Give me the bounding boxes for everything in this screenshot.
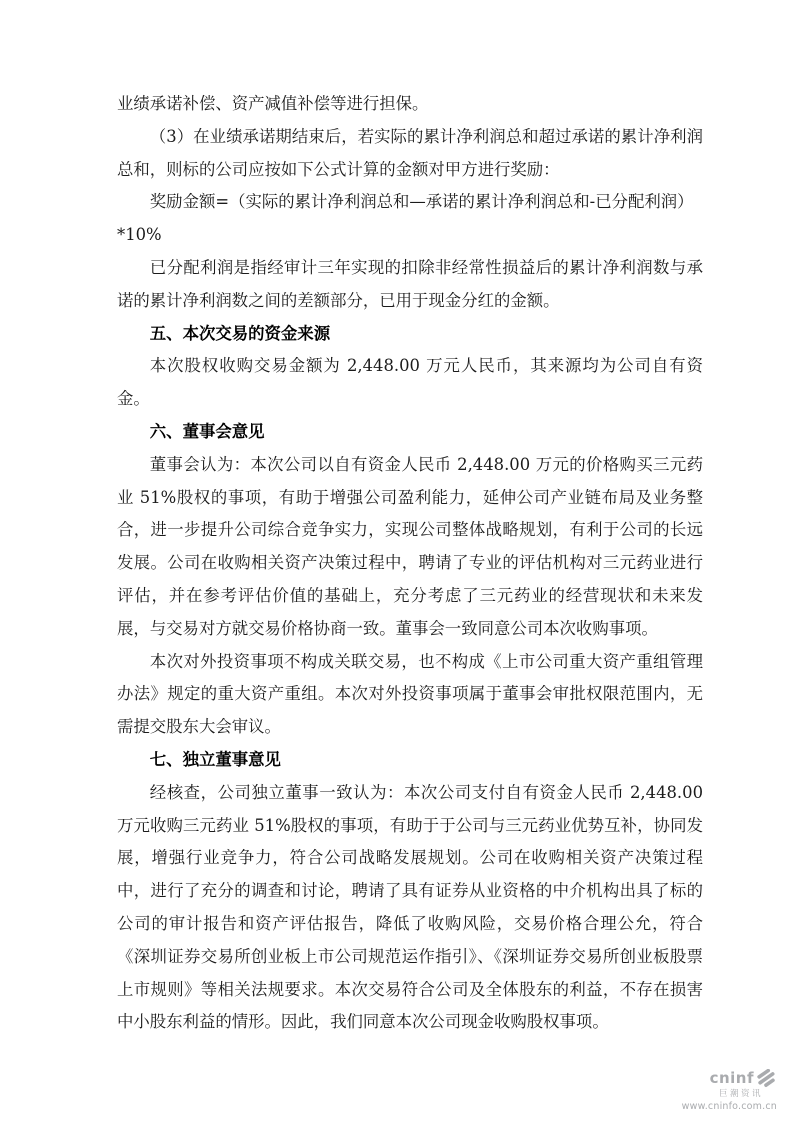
paragraph-board-opinion: 董事会认为：本次公司以自有资金人民币 2,448.00 万元的价格购买三元药业 51%股权的事项，有助于增强公司盈利能力，延伸公司产业链布局及业务整合，进一步提升公司综合竞争实力，实现公司整体战略规划，有利于公司的长远发展。公司在收购相关资产决策过程中，聘请了专业的评估机构对三元药业进行评估，并在参考评估价值的基础上，充分考虑了三元药业的经营现状和未来发展，与交易对方就交易价格协商一致。董事会一致同意公司本次收购事项。 [117, 454, 703, 638]
section-heading-funding-source: 五、本次交易的资金来源 [149, 323, 331, 343]
section-heading-board-opinion: 六、董事会意见 [149, 421, 265, 441]
section-heading-independent-directors: 七、独立董事意见 [149, 749, 281, 769]
paragraph-award-condition: （3）在业绩承诺期结束后，若实际的累计净利润总和超过承诺的累计净利润总和，则标的公司应按如下公式计算的金额对甲方进行奖励： [117, 126, 703, 179]
cninfo-logo-text: cninf [709, 1069, 754, 1087]
cninfo-swirl-icon [756, 1069, 777, 1088]
paragraph-funding-source: 本次股权收购交易金额为 2,448.00 万元人民币，其来源均为公司自有资金。 [117, 356, 703, 409]
cninfo-logo-row [710, 1069, 777, 1088]
paragraph-guarantee-continuation: 业绩承诺补偿、资产减值补偿等进行担保。 [117, 94, 429, 113]
cninfo-watermark [682, 1069, 777, 1111]
paragraph-related-transaction-statement: 本次对外投资事项不构成关联交易，也不构成《上市公司重大资产重组管理办法》规定的重大资产重组。本次对外投资事项属于董事会审批权限范围内，无需提交股东大会审议。 [117, 651, 703, 737]
paragraph-award-formula: 奖励金额=（实际的累计净利润总和—承诺的累计净利润总和-已分配利润） [149, 192, 694, 212]
cninfo-chinese-name: 巨潮资讯 [718, 1089, 763, 1099]
paragraph-formula-continuation: *10% [117, 225, 162, 245]
paragraph-distributed-profit-definition: 已分配利润是指经审计三年实现的扣除非经常性损益后的累计净利润数与承诺的累计净利润数之间的差额部分，已用于现金分红的金额。 [117, 257, 703, 310]
document-body [117, 88, 703, 1039]
cninfo-url: www.cninfo.com.cn [681, 1100, 777, 1112]
paragraph-independent-directors-opinion: 经核查，公司独立董事一致认为：本次公司支付自有资金人民币 2,448.00 万元收购三元药业 51%股权的事项，有助于于公司与三元药业优势互补，协同发展，增强行业竞争力，符合公司战略发展规划。公司在收购相关资产决策过程中，进行了充分的调查和讨论，聘请了具有证券从业资格的中介机构出具了标的公司的审计报告和资产评估报告，降低了收购风险，交易价格合理公允，符合《深圳证券交易所创业板上市公司规范运作指引》、《深圳证券交易所创业板股票上市规则》等相关法规要求。本次交易符合公司及全体股东的利益，不存在损害中小股东利益的情形。因此，我们同意本次公司现金收购股权事项。 [117, 782, 703, 1032]
